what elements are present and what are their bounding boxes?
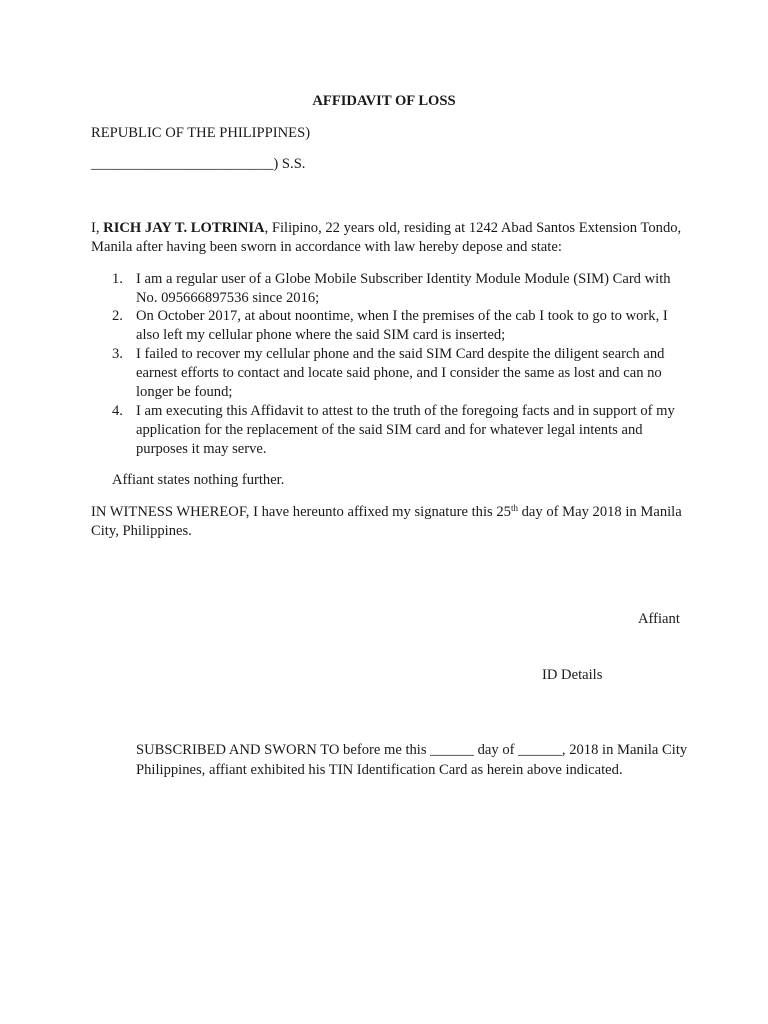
affiant-name: RICH JAY T. LOTRINIA: [103, 220, 265, 236]
witness-part-1: IN WITNESS WHEREOF, I have hereunto affixed my signature this 25: [91, 504, 511, 520]
witness-line-1: [91, 503, 682, 522]
list-item: [112, 402, 682, 458]
witness-part-2: day of May 2018 in Manila: [517, 504, 682, 520]
intro-line-2: Manila after having been sworn in accordance with law hereby depose and state:: [91, 239, 562, 255]
intro-rest: , Filipino, 22 years old, residing at 1242 Abad Santos Extension Tondo,: [264, 220, 682, 236]
list-item: [112, 345, 682, 401]
affiant-label: Affiant: [638, 611, 680, 627]
republic-line: REPUBLIC OF THE PHILIPPINES): [91, 125, 311, 141]
venue-suffix: ) S.S.: [273, 156, 306, 172]
list-item-number: 3.: [112, 346, 123, 362]
venue-blank: _________________________: [91, 156, 274, 172]
id-details-label: ID Details: [542, 667, 603, 683]
list-item: [112, 307, 682, 345]
list-item-number: 2.: [112, 308, 123, 324]
list-item-number: 1.: [112, 271, 123, 287]
list-item: [112, 270, 682, 308]
list-item-number: 4.: [112, 403, 123, 419]
document-title: AFFIDAVIT OF LOSS: [312, 93, 456, 109]
venue-line: [91, 155, 305, 174]
witness-line-2: City, Philippines.: [91, 523, 192, 539]
list-item-text: On October 2017, at about noontime, when I the premises of the cab I took to go to work, I also left my cellular phone where the said SIM card is inserted;: [136, 308, 668, 343]
list-item-text: I failed to recover my cellular phone and the said SIM Card despite the diligent search and earnest efforts to contact and locate said phone, and I consider the same as lost and can no longer be found;: [136, 346, 665, 400]
list-item-text: I am a regular user of a Globe Mobile Subscriber Identity Module Module (SIM) Card with No. 095666897536 since 2016;: [136, 271, 671, 306]
list-item-text: I am executing this Affidavit to attest to the truth of the foregoing facts and in support of my application for the replacement of the said SIM card and for whatever legal intents and purposes it may serve.: [136, 403, 675, 457]
subscribed-line-1: SUBSCRIBED AND SWORN TO before me this ______ day of ______, 2018 in Manila City: [136, 742, 688, 758]
further-statement: Affiant states nothing further.: [112, 472, 285, 488]
witness-superscript: th: [510, 503, 518, 513]
intro-prefix: I,: [91, 220, 104, 236]
intro-line-1: [91, 219, 681, 238]
subscribed-line-2: Philippines, affiant exhibited his TIN Identification Card as herein above indicated.: [136, 762, 623, 778]
